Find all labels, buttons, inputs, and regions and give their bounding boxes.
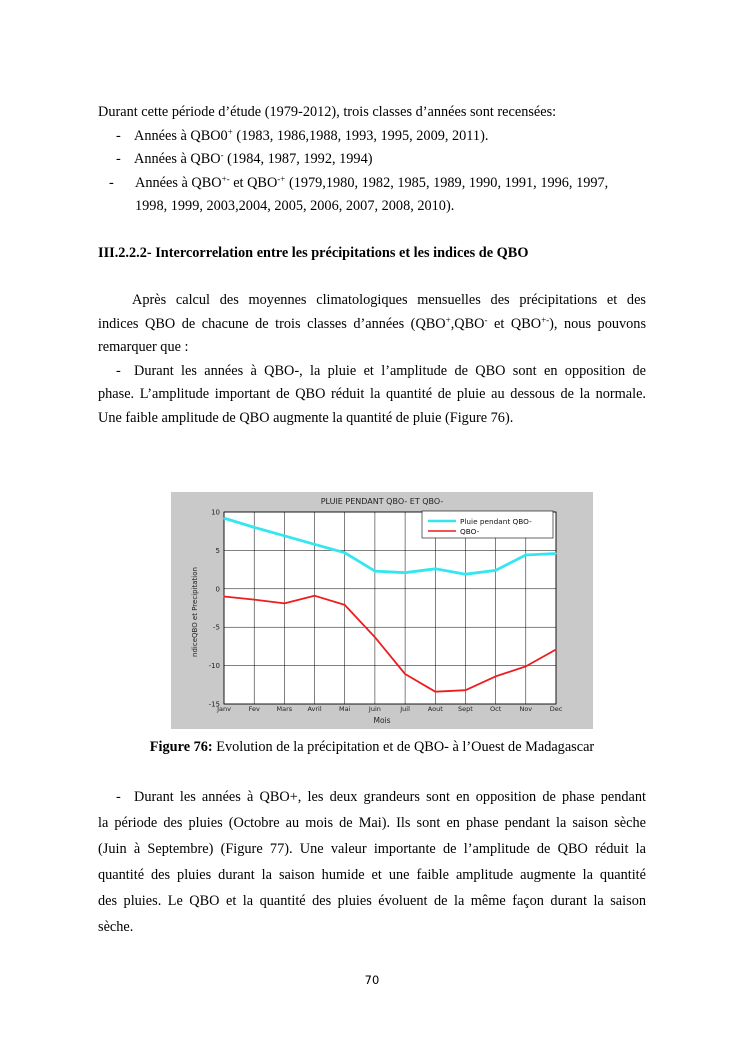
paragraph-line: phase. L’amplitude important de QBO réduit la quantité de pluie au dessous de la normale. xyxy=(98,386,646,402)
bullet-dash: - xyxy=(116,789,121,805)
data-point xyxy=(344,552,345,553)
data-point xyxy=(435,568,436,569)
plot-area xyxy=(224,512,556,704)
bullet-dash: - xyxy=(116,127,121,144)
y-tick-label: -5 xyxy=(213,623,220,632)
section-heading: III.2.2.2- Intercorrelation entre les précipitations et les indices de QBO xyxy=(98,245,529,261)
data-point xyxy=(223,596,224,597)
class-item-years: (1983, 1986,1988, 1993, 1995, 2009, 2011). xyxy=(232,127,489,144)
y-axis-label: ndiceQBO et Precipitation xyxy=(191,567,199,657)
superscript: + xyxy=(445,314,451,325)
class-item-qbo-mixed-cont: 1998, 1999, 2003,2004, 2005, 2006, 2007, 2008, 2010). xyxy=(135,198,455,214)
data-point xyxy=(555,553,556,554)
y-tick-label: -10 xyxy=(208,662,220,671)
data-point xyxy=(525,666,526,667)
line-chart xyxy=(171,492,593,729)
data-point xyxy=(495,570,496,571)
bullet-line xyxy=(98,360,646,384)
intro-line: Durant cette période d’étude (1979-2012), trois classes d’années sont recensées: xyxy=(98,104,557,120)
x-tick-label: Avril xyxy=(307,705,322,713)
bullet-dash: - xyxy=(109,174,114,191)
data-point xyxy=(254,599,255,600)
data-point xyxy=(374,571,375,572)
text-run: indices QBO de chacune de trois classes d’années (QBO xyxy=(98,315,446,332)
x-tick-label: Mai xyxy=(339,705,351,713)
x-tick-label: Oct xyxy=(490,705,502,713)
figure-caption xyxy=(0,737,744,757)
legend-label-rain: Pluie pendant QBO- xyxy=(460,517,532,526)
x-tick-label: Fev xyxy=(248,705,260,713)
x-axis-label: Mois xyxy=(373,716,391,725)
y-tick-label: -15 xyxy=(208,700,220,709)
y-tick-label: 5 xyxy=(215,546,220,555)
data-point xyxy=(465,690,466,691)
paragraph-line: remarquer que : xyxy=(98,339,189,355)
superscript: +- xyxy=(541,314,550,325)
figure-label: Figure 76: xyxy=(149,739,213,755)
data-point xyxy=(314,595,315,596)
figure-76 xyxy=(171,492,593,729)
superscript: + xyxy=(227,126,233,137)
paragraph-line: Après calcul des moyennes climatologiques mensuelles des précipitations et des xyxy=(132,292,646,308)
class-item-qbo-plus xyxy=(98,125,646,149)
class-item-years: (1979,1980, 1982, 1985, 1989, 1990, 1991, 1996, 1997, xyxy=(285,174,609,191)
paragraph-line: des pluies. Le QBO et la quantité des pluies évoluent de la même façon durant la saison xyxy=(98,892,646,909)
data-point xyxy=(344,604,345,605)
data-point xyxy=(435,691,436,692)
figure-caption-text: Evolution de la précipitation et de QBO- à l’Ouest de Madagascar xyxy=(212,739,595,755)
data-point xyxy=(404,673,405,674)
y-tick-label: 10 xyxy=(211,508,220,517)
class-item-text: Années à QBO xyxy=(134,151,221,167)
class-item-text: Années à QBO0 xyxy=(134,127,228,144)
data-point xyxy=(254,527,255,528)
data-point xyxy=(495,676,496,677)
text-run: ,QBO xyxy=(450,315,485,332)
superscript: - xyxy=(484,314,488,325)
data-point xyxy=(223,518,224,519)
data-point xyxy=(465,574,466,575)
page-body xyxy=(98,101,646,430)
bullet-line xyxy=(98,786,646,810)
x-tick-label: Juil xyxy=(400,705,410,713)
data-point xyxy=(555,649,556,650)
bullet-dash: - xyxy=(116,362,121,379)
x-tick-label: Nov xyxy=(519,705,533,713)
class-item-qbo-mixed xyxy=(98,172,646,196)
text-run: ), nous pouvons xyxy=(549,315,647,332)
x-tick-label: Aout xyxy=(427,705,443,713)
data-point xyxy=(404,572,405,573)
x-tick-label: Janv xyxy=(217,705,231,713)
superscript: - xyxy=(220,150,224,160)
x-tick-label: Dec xyxy=(549,705,563,713)
superscript: -+ xyxy=(277,173,286,184)
data-point xyxy=(284,535,285,536)
y-tick-label: 0 xyxy=(215,585,220,594)
class-item-qbo-minus xyxy=(98,148,646,172)
class-item-years: (1984, 1987, 1992, 1994) xyxy=(223,151,373,167)
page-number: 70 xyxy=(364,973,380,987)
text-run: Durant les années à QBO+, les deux grandeurs sont en opposition de phase pendant xyxy=(134,789,646,805)
x-tick-label: Mars xyxy=(276,705,293,713)
legend xyxy=(422,511,553,538)
text-run: et QBO xyxy=(487,315,542,332)
data-point xyxy=(525,554,526,555)
data-point xyxy=(314,544,315,545)
paragraph-line: la période des pluies (Octobre au mois de Mai). Ils sont en phase pendant la saison sèche xyxy=(98,814,646,831)
data-point xyxy=(284,603,285,604)
paragraph-line: quantité des pluies durant la saison humide et une faible amplitude augmente la quantité xyxy=(98,866,646,883)
page-body-2 xyxy=(98,786,646,940)
x-tick-label: Sept xyxy=(458,705,473,713)
class-item-text: et QBO xyxy=(229,174,278,191)
superscript: +- xyxy=(221,173,230,184)
data-point xyxy=(374,637,375,638)
paragraph-line: (Juin à Septembre) (Figure 77). Une valeur importante de l’amplitude de QBO réduit la xyxy=(98,840,646,857)
paragraph-line: sèche. xyxy=(98,918,134,935)
legend-label-qbo: QBO- xyxy=(460,527,480,536)
paragraph-line: Une faible amplitude de QBO augmente la quantité de pluie (Figure 76). xyxy=(98,409,514,426)
bullet-dash: - xyxy=(116,151,121,167)
x-tick-label: Juin xyxy=(368,705,381,713)
class-item-text: Années à QBO xyxy=(135,174,222,191)
paragraph-line xyxy=(98,313,646,337)
text-run: Durant les années à QBO-, la pluie et l’amplitude de QBO sont en opposition de xyxy=(134,362,646,379)
chart-title: PLUIE PENDANT QBO- ET QBO- xyxy=(320,497,444,506)
